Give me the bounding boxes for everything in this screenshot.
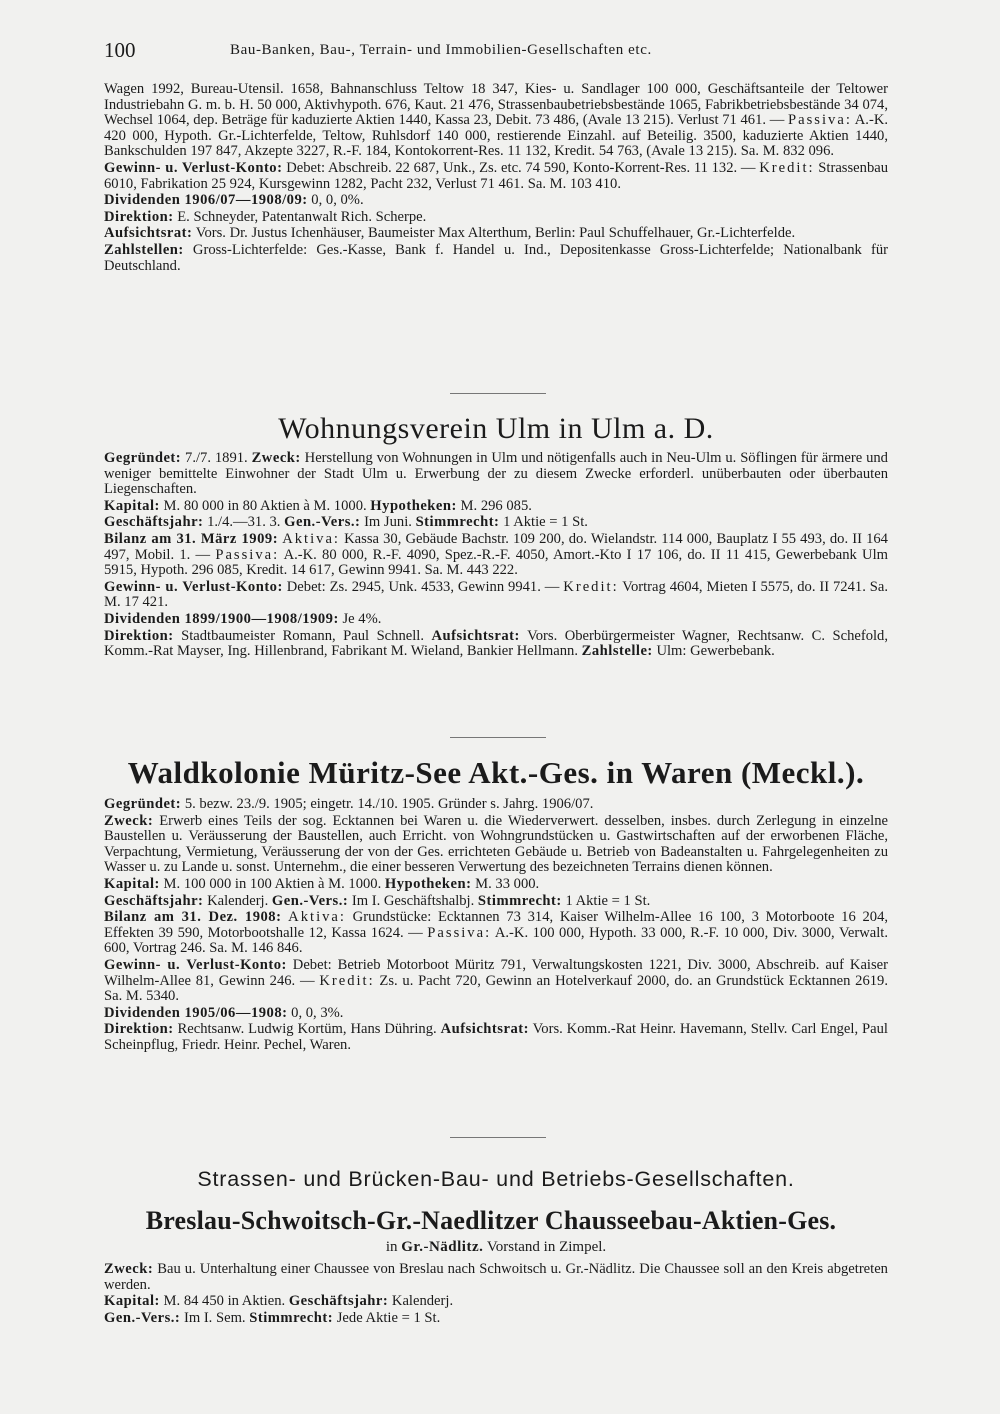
page-number: 100 (104, 38, 136, 62)
entry-wohnungsverein-ulm (104, 412, 888, 661)
purpose-paragraph: Zweck: Erwerb eines Teils der sog. Ecktannen bei Waren u. die Wiederverwert. desselben, insbes. durch Zerlegung in einzelne Baustellen u. Veräusserung der Baustellen, auch Erricht. von Wohngrundstücken u. Gastwirtschaften auf der erworbenen Fläche, Verpachtung, Vermietung, Veräusserung der von der Ges. errichteten Gebäude u. Betrieb von Badeanstalten u. Fahrgelegenheiten zu Wasser u. zu Lande u. sonst. Unternehm., die einer besseren Verwertung des bezeichneten Terrains dienen können. (104, 812, 888, 876)
running-head: Bau-Banken, Bau-, Terrain- und Immobilien-Gesellschaften etc. (230, 42, 652, 58)
founded-purpose-paragraph: Gegründet: 7./7. 1891. Zweck: Herstellung von Wohnungen in Ulm und nötigenfalls auch in Neu-Ulm u. Söflingen für ärmere und weniger bemittelte Einwohner der Stadt Ulm u. Erwerbung der zu diesem Zwecke erforderl. unüberbauten oder überbauten Liegenschaften. (104, 450, 888, 498)
direction-paragraph: Direktion: E. Schneyder, Patentanwalt Rich. Scherpe. (104, 208, 427, 225)
dividends-paragraph: Dividenden 1906/07—1908/09: 0, 0, 0%. (104, 192, 364, 209)
dividends-paragraph: Dividenden 1905/06—1908: 0, 0, 3%. (104, 1004, 344, 1021)
balance-paragraph: Bilanz am 31. März 1909: Aktiva: Kassa 30, Gebäude Bachstr. 109 200, do. Wielandstr. 114 000, Bauplatz I 55 493, do. II 164 497, Mobil. 1. — Passiva: A.-K. 80 000, R.-F. 4090, Spez.-R.-F. 4050, Amort.-Kto I 17 106, do. II 11 415, Gewerbebank Ulm 5915, Hypoth. 296 085, Kredit. 14 617, Gewinn 9941. Sa. M. 443 222. (104, 530, 888, 579)
entry-breslau-chausseebau (104, 1262, 888, 1327)
supervisory-board-paragraph: Aufsichtsrat: Vors. Dr. Justus Ichenhäuser, Baumeister Max Alterthum, Berlin: Paul Schuffelhauer, Gr.-Lichterfelde. (104, 225, 796, 242)
paying-agents-paragraph: Zahlstellen: Gross-Lichterfelde: Ges.-Kasse, Bank f. Handel u. Ind., Depositenkasse Gross-Lichterfelde; Nationalbank für Deutschland. (104, 241, 888, 274)
direction-paragraph: Direktion: Rechtsanw. Ludwig Kortüm, Hans Dühring. Aufsichtsrat: Vors. Komm.-Rat Heinr. Havemann, Stellv. Carl Engel, Paul Scheinpflug, Friedr. Heinr. Pechel, Waren. (104, 1021, 888, 1053)
section-heading: Strassen- und Brücken-Bau- und Betriebs-Gesellschaften. (197, 1167, 795, 1191)
page-header (104, 38, 888, 64)
entry-continuation (104, 82, 888, 275)
entry-title: Waldkolonie Müritz-See Akt.-Ges. in Waren (Meckl.). (127, 755, 865, 790)
capital-paragraph: Kapital: M. 80 000 in 80 Aktien à M. 1000. Hypotheken: M. 296 085. (104, 497, 532, 514)
dividends-paragraph: Dividenden 1899/1900—1908/1909: Je 4%. (104, 610, 382, 627)
purpose-paragraph: Zweck: Bau u. Unterhaltung einer Chaussee von Breslau nach Schwoitsch u. Gr.-Nädlitz. Die Chaussee soll an den Kreis abgetreten werden. (104, 1261, 888, 1293)
section-divider (450, 737, 546, 738)
balance-paragraph: Wagen 1992, Bureau-Utensil. 1658, Bahnanschluss Teltow 18 347, Kies- u. Sandlager 100 000, Geschäftsanteile der Teltower Industriebahn G. m. b. H. 50 000, Aktivhypoth. 676, Kaut. 21 476, Strassenbaubetriebsbestände 1065, Fabrikbetriebsbestände 34 074, Wechsel 1064, dep. Beträge für kaduzierte Aktien 1440, Kassa 23, Debit. 73 486, (Avale 13 215). Verlust 71 461. — Passiva: A.-K. 420 000, Hypoth. Gr.-Lichterfelde, Teltow, Ruhlsdorf 140 000, restierende Einzahl. auf Beteilig. 3500, kaduzierte Aktien 1440, Bankschulden 197 847, Akzepte 3227, R.-F. 184, Kontokorrent-Res. 11 132, Kredit. 54 763, (Avale 13 215). Sa. M. 832 096. (104, 81, 889, 160)
profit-loss-paragraph: Gewinn- u. Verlust-Konto: Debet: Abschreib. 22 687, Unk., Zs. etc. 74 590, Konto-Korrent-Res. 11 132. — Kredit: Strassenbau 6010, Fabrikation 25 924, Kursgewinn 1282, Pacht 232, Verlust 71 461. Sa. M. 103 410. (104, 159, 889, 192)
fiscal-year-paragraph: Geschäftsjahr: Kalenderj. Gen.-Vers.: Im I. Geschäftshalbj. Stimmrecht: 1 Aktie = 1 St. (104, 892, 651, 909)
fiscal-year-paragraph: Geschäftsjahr: 1./4.—31. 3. Gen.-Vers.: Im Juni. Stimmrecht: 1 Aktie = 1 St. (104, 514, 588, 531)
section-divider (450, 393, 546, 394)
balance-paragraph: Bilanz am 31. Dez. 1908: Aktiva: Grundstücke: Ecktannen 73 314, Kaiser Wilhelm-Allee 16 100, 3 Motorboote 16 204, Effekten 39 590, Motorbootshalle 12, Kassa 1624. — Passiva: A.-K. 100 000, Hypoth. 33 000, R.-F. 10 000, Div. 3000, Verwalt. 600, Vortrag 246. Sa. M. 146 846. (104, 909, 889, 957)
entry-title: Breslau-Schwoitsch-Gr.-Naedlitzer Chausseebau-Aktien-Ges. (145, 1206, 837, 1235)
entry-title: Wohnungsverein Ulm in Ulm a. D. (278, 412, 714, 445)
direction-paragraph: Direktion: Stadtbaumeister Romann, Paul Schnell. Aufsichtsrat: Vors. Oberbürgermeister Wagner, Rechtsanw. C. Schefold, Komm.-Rat Mayser, Ing. Hillenbrand, Fabrikant M. Wieland, Bankier Hellmann. Zahlstelle: Ulm: Gewerbebank. (104, 627, 889, 660)
capital-paragraph: Kapital: M. 84 450 in Aktien. Geschäftsjahr: Kalenderj. (104, 1293, 454, 1310)
profit-loss-paragraph: Gewinn- u. Verlust-Konto: Debet: Zs. 2945, Unk. 4533, Gewinn 9941. — Kredit: Vortrag 4604, Mieten I 5575, do. II 7241. Sa. M. 17 421. (104, 578, 888, 611)
founded-paragraph: Gegründet: 5. bezw. 23./9. 1905; eingetr. 14./10. 1905. Gründer s. Jahrg. 1906/07. (104, 796, 594, 812)
profit-loss-paragraph: Gewinn- u. Verlust-Konto: Debet: Betrieb Motorboot Müritz 791, Verwaltungskosten 1221, Div. 3000, Abschreib. auf Kaiser Wilhelm-Allee 81, Gewinn 246. — Kredit: Zs. u. Pacht 720, Gewinn an Hotelverkauf 2000, do. an Grundstück Ecktannen 2619. Sa. M. 5340. (104, 956, 888, 1005)
entry-subtitle: in Gr.-Nädlitz. Vorstand in Zimpel. (385, 1239, 607, 1255)
section-divider (450, 1137, 546, 1138)
meeting-paragraph: Gen.-Vers.: Im I. Sem. Stimmrecht: Jede Aktie = 1 St. (104, 1309, 441, 1326)
capital-paragraph: Kapital: M. 100 000 in 100 Aktien à M. 1000. Hypotheken: M. 33 000. (104, 875, 540, 892)
entry-waldkolonie-mueritz-see (104, 755, 888, 1055)
